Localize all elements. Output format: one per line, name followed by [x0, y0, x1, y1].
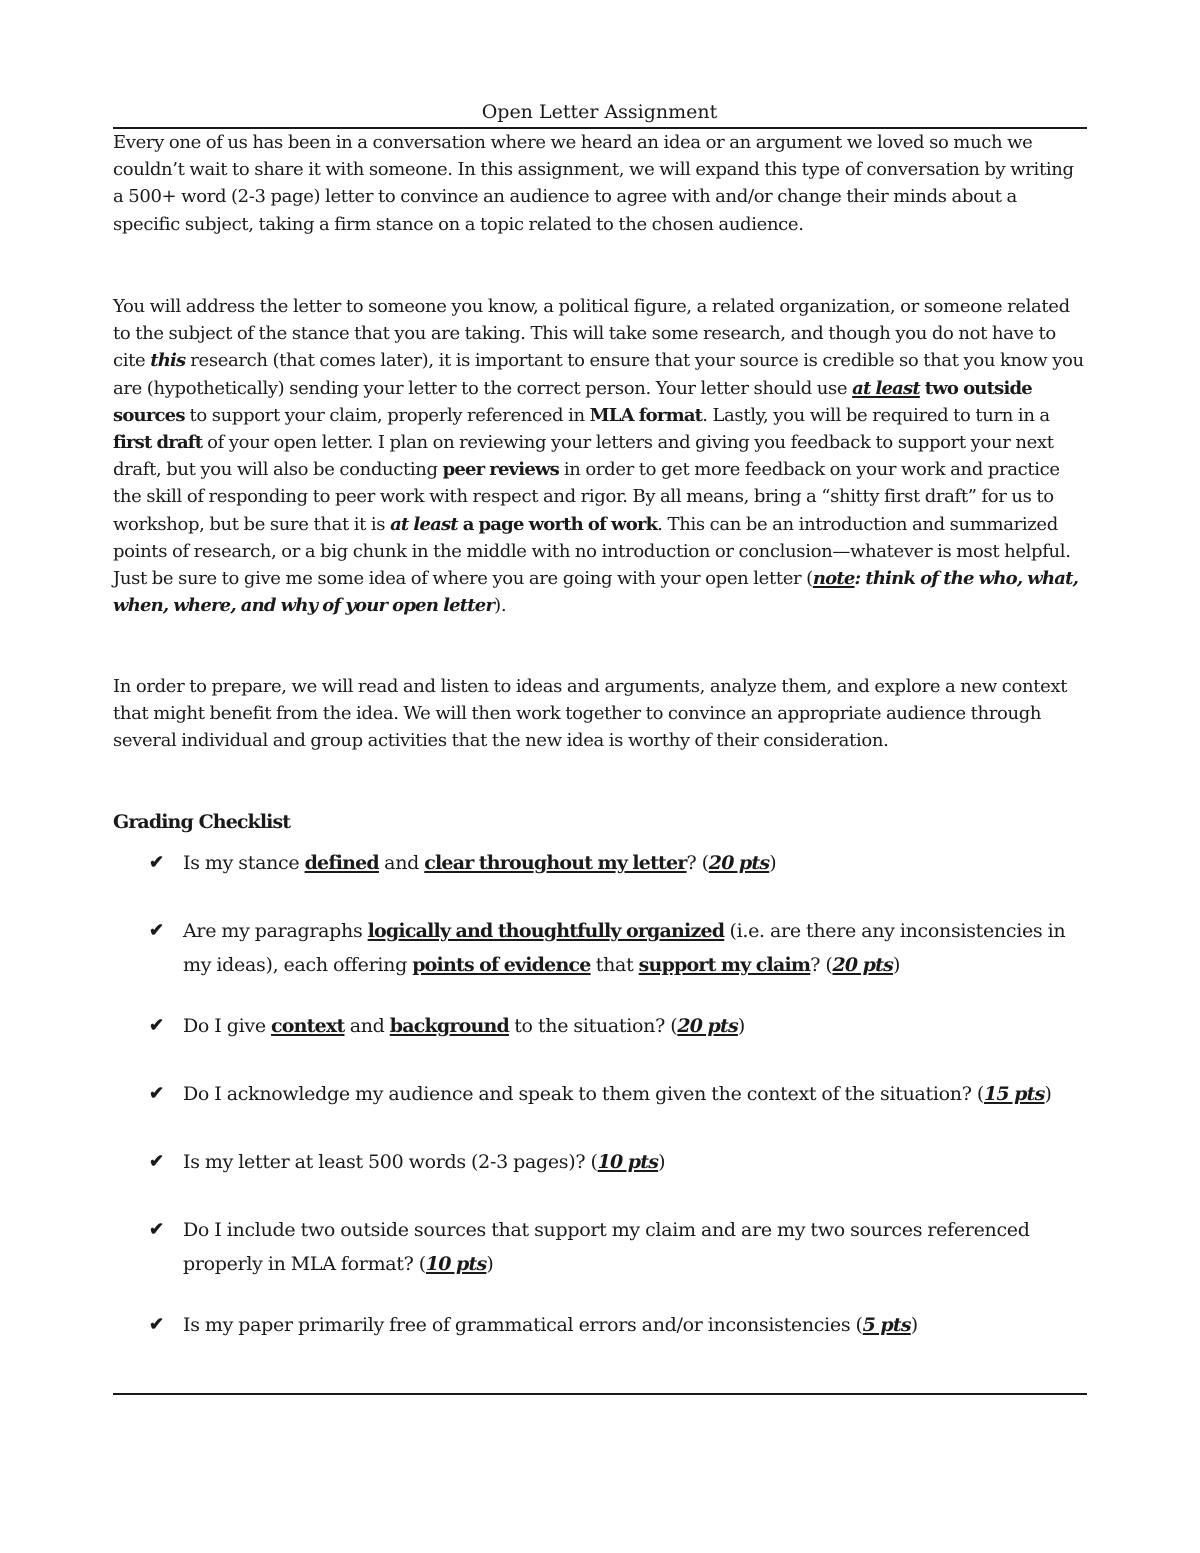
p2-text: in order to get more feedback on your work and practice the skill of responding to peer work with respect and rigor. By all means, bring a “shitty first draft” for us to workshop, but be sure that it is: [113, 459, 1060, 535]
item-text: that: [590, 954, 639, 976]
item-key-context: context: [271, 1015, 345, 1037]
p2-emphasis-two-outside-sources: two outside sources: [113, 377, 1032, 426]
checklist-item-text: [183, 1308, 1088, 1342]
item-key-claim: support my claim: [638, 954, 811, 976]
p2-text: to support your claim, properly referenced in: [184, 404, 590, 426]
item-text: and: [378, 852, 425, 874]
p2-emphasis-at-least: at least: [852, 377, 920, 399]
checkmark-icon: ✔: [149, 1083, 164, 1104]
item-key-defined: defined: [304, 852, 379, 874]
item-text: Is my stance: [183, 852, 305, 874]
p2-emphasis-first-draft: first draft: [113, 432, 203, 454]
item-text: and: [344, 1015, 390, 1037]
checkmark-icon: ✔: [149, 1314, 164, 1335]
intro-paragraph-2: [113, 293, 1088, 619]
p2-text: of your open letter. I plan on reviewing your letters and giving you feedback to support your next draft, but you will also be conducting: [113, 432, 1054, 481]
checkmark-icon: ✔: [149, 1151, 164, 1172]
checklist-item-text: [183, 914, 1088, 982]
item-text: Is my letter at least 500 words (2-3 pages)? (: [183, 1151, 598, 1173]
item-text: ): [1044, 1083, 1052, 1105]
document-title: Open Letter Assignment: [481, 101, 718, 123]
item-text: Do I give: [183, 1015, 272, 1037]
checklist-item: [113, 1009, 1088, 1043]
p2-text: . Lastly, you will be required to turn in a: [702, 404, 1050, 426]
p2-text: . This can be an introduction and summarized points of research, or a big chunk in the middle with no introduction or conclusion—whatever is most helpful. Just be sure to give me some idea of where you are going with your open letter (: [113, 513, 1071, 590]
checklist-item-text: [183, 846, 1088, 880]
item-text: ): [737, 1015, 745, 1037]
item-text: ): [658, 1151, 666, 1173]
item-text: ? (: [810, 954, 833, 976]
checkmark-icon: ✔: [149, 920, 164, 941]
p2-emphasis-who-what: : think of the who, what, when, where, and why of your open letter: [113, 568, 1079, 617]
checklist-item: [113, 1308, 1088, 1342]
intro-paragraph-3: In order to prepare, we will read and listen to ideas and arguments, analyze them, and explore a new context that might benefit from the idea. We will then work together to convince an appropriate audience through several individual and group activities that the new idea is worthy of their consideration.: [113, 676, 1068, 752]
checkmark-icon: ✔: [149, 1015, 164, 1036]
item-points: 10 pts: [425, 1253, 487, 1275]
item-text: Are my paragraphs: [183, 920, 368, 942]
checklist-item-text: [183, 1009, 1088, 1043]
item-text: ): [910, 1314, 918, 1336]
p2-emphasis-mla-format: MLA format: [589, 404, 703, 426]
item-points: 15 pts: [983, 1083, 1045, 1105]
item-text: to the situation? (: [508, 1015, 678, 1037]
p2-text: You will address the letter to someone you know, a political figure, a related organization, or someone related to the subject of the stance that you are taking. This will take some research, and though you do not have to cite: [113, 296, 1070, 372]
item-points: 20 pts: [832, 954, 893, 976]
item-text: ? (: [686, 852, 709, 874]
item-key-clear: clear throughout my letter: [424, 852, 687, 874]
checklist-item-text: [183, 1213, 1088, 1281]
p2-text: ).: [494, 595, 507, 617]
grading-checklist-heading: Grading Checklist: [113, 811, 291, 833]
checklist-item: [113, 1145, 1088, 1179]
item-points: 20 pts: [677, 1015, 738, 1037]
checkmark-icon: ✔: [149, 1219, 164, 1240]
p2-emphasis-page-worth: a page worth of work: [462, 513, 658, 535]
footer-rule: [113, 1393, 1087, 1395]
checklist-item: [113, 1077, 1088, 1111]
item-points: 20 pts: [708, 852, 770, 874]
p2-emphasis-at-least-2: at least: [390, 513, 458, 535]
item-text: ): [769, 852, 777, 874]
p2-emphasis-note: note: [812, 568, 855, 590]
item-key-background: background: [389, 1015, 509, 1037]
checklist-item: [113, 1213, 1088, 1281]
item-key-organized: logically and thoughtfully organized: [367, 920, 725, 942]
item-points: 10 pts: [597, 1151, 659, 1173]
item-key-evidence: points of evidence: [412, 954, 591, 976]
p2-emphasis-this: this: [150, 350, 186, 372]
intro-paragraph-1: Every one of us has been in a conversation where we heard an idea or an argument we loved so much we couldn’t wait to share it with someone. In this assignment, we will expand this type of conversation by writing a 500+ word (2-3 page) letter to convince an audience to agree with and/or change their minds about a specific subject, taking a firm stance on a topic related to the chosen audience.: [113, 132, 1074, 235]
item-text: Do I include two outside sources that support my claim and are my two sources referenced properly in MLA format? (: [183, 1219, 1030, 1275]
p2-text: research (that comes later), it is important to ensure that your source is credible so that you know you are (hypothetically) sending your letter to the correct person. Your letter should use: [113, 350, 1084, 399]
checklist-item: [113, 846, 1088, 880]
item-text: ): [486, 1253, 494, 1275]
item-text: ): [892, 954, 901, 976]
item-points: 5 pts: [862, 1314, 911, 1336]
checklist-item: [113, 914, 1088, 982]
item-text: Is my paper primarily free of grammatical errors and/or inconsistencies (: [183, 1314, 863, 1336]
item-text: Do I acknowledge my audience and speak to them given the context of the situation? (: [183, 1083, 984, 1105]
p2-emphasis-peer-reviews: peer reviews: [442, 459, 560, 481]
checklist-item-text: [183, 1077, 1088, 1111]
checklist-item-text: [183, 1145, 1088, 1179]
item-text: (i.e. are there any inconsistencies in my ideas), each offering: [183, 920, 1066, 976]
checkmark-icon: ✔: [149, 852, 164, 873]
